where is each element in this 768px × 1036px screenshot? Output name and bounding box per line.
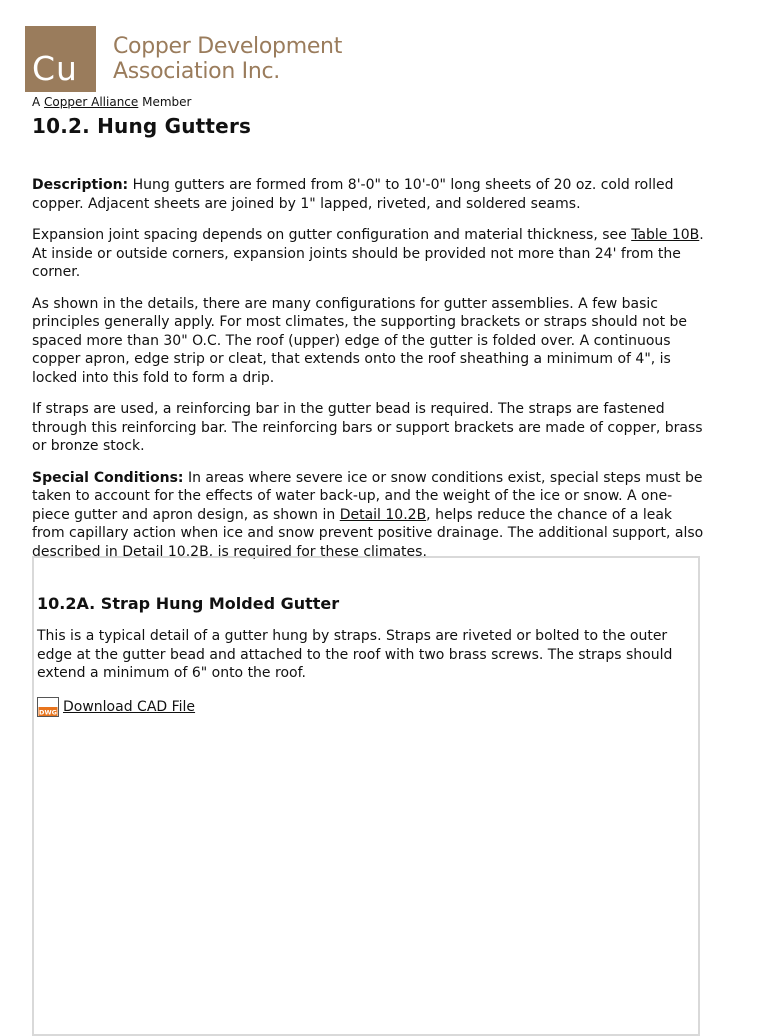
detail-title: 10.2A. Strap Hung Molded Gutter — [37, 594, 340, 613]
logo-mark: Cu — [25, 26, 96, 92]
special-conditions-label: Special Conditions: — [32, 469, 184, 486]
copper-alliance-link[interactable]: Copper Alliance — [44, 95, 139, 109]
special-conditions-text1: In areas where severe ice or snow conditions exist, special steps must be taken to account for the effects of water back-up, and the weight of the ice or snow. A one-piece gutter and apron design, as shown in — [32, 469, 703, 523]
membership-note — [32, 95, 191, 109]
download-cad-link[interactable] — [37, 697, 195, 717]
dwg-icon-text: DWG — [39, 708, 57, 717]
description-paragraph — [32, 176, 704, 213]
download-cad-label[interactable]: Download CAD File — [63, 699, 196, 715]
configurations-paragraph: As shown in the details, there are many configurations for gutter assemblies. A few basic principles generally apply. For most climates, the supporting brackets or straps should not be spaced more than 30" O.C. The roof (upper) edge of the gutter is folded over. A continuous copper apron, edge strip or cleat, that extends onto the roof sheathing a minimum of 4", is locked into this fold to form a drip. — [32, 295, 688, 386]
page-title: 10.2. Hung Gutters — [32, 114, 252, 138]
description-label: Description: — [32, 177, 129, 193]
description-text: Hung gutters are formed from 8'-0" to 10'-0" long sheets of 20 oz. cold rolled copper. Adjacent sheets are joined by 1" lapped, riveted, and soldered seams. — [32, 177, 674, 212]
special-conditions-text2: , helps reduce the chance of a leak from capillary action when ice and snow prevent positive drainage. The additional support, also described in — [32, 506, 704, 560]
special-conditions-paragraph — [32, 469, 704, 562]
cda-logo[interactable] — [25, 26, 342, 92]
logo-wordmark — [113, 34, 342, 84]
logo-name-line2: Association Inc. — [113, 59, 280, 84]
expansion-joint-paragraph — [32, 226, 704, 282]
logo-name-line1: Copper Development — [113, 34, 343, 59]
expansion-text-after: . At inside or outside corners, expansion joints should be provided not more than 24' from the corner. — [32, 227, 704, 280]
detail-10-2b-link-2[interactable]: Detail 10.2B — [122, 543, 209, 560]
straps-paragraph: If straps are used, a reinforcing bar in the gutter bead is required. The straps are fastened through this reinforcing bar. The reinforcing bars or support brackets are made of copper, brass or bronze stock. — [32, 401, 703, 454]
special-conditions-text3: , is required for these climates. — [208, 543, 427, 560]
detail-panel — [32, 556, 700, 1036]
main-content — [32, 176, 704, 574]
dwg-file-icon[interactable] — [37, 697, 59, 717]
member-prefix: A — [32, 95, 41, 109]
detail-10-2b-link-1[interactable]: Detail 10.2B — [339, 506, 427, 523]
detail-description: This is a typical detail of a gutter hung by straps. Straps are riveted or bolted to the outer edge at the gutter bead and attached to the roof with two brass screws. The straps should extend a minimum of 6" onto the roof. — [37, 628, 673, 681]
member-suffix: Member — [142, 95, 192, 109]
table-10b-link[interactable]: Table 10B — [631, 227, 700, 243]
expansion-text-before: Expansion joint spacing depends on gutter configuration and material thickness, see — [32, 227, 627, 243]
